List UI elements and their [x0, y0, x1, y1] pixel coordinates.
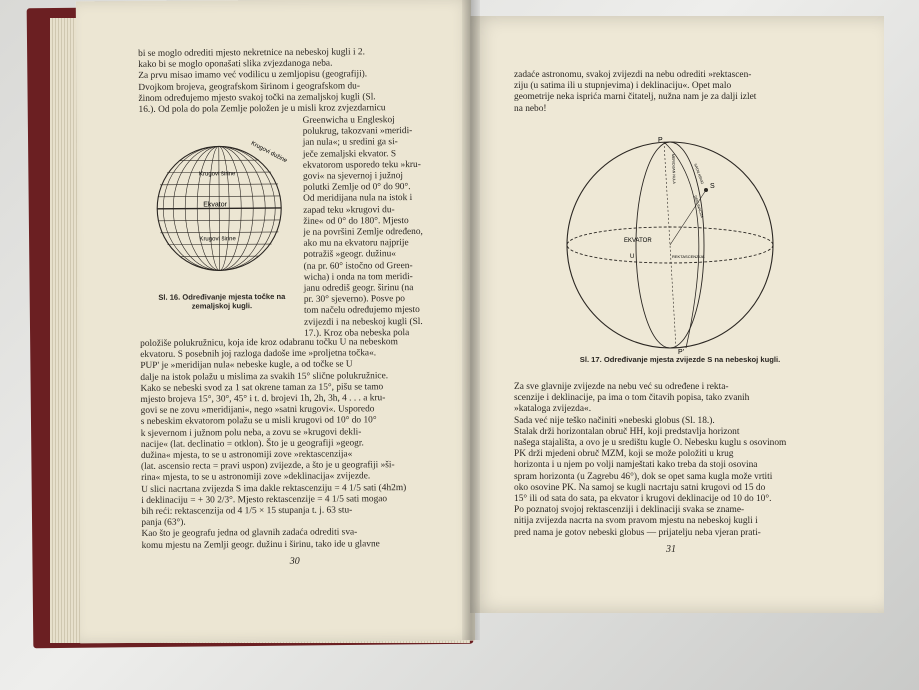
text-line: ekvatoru. S posebnih joj razloga dadoše ime »proljetna točka«. — [140, 348, 377, 361]
text-line: (lat. ascensio recta = pravi uspon) zvijezde, a što je u geografiji »ši- — [140, 460, 395, 473]
text-line: Po poznatoj svojoj rektascenziji i deklinaciji svaka se zname- — [514, 505, 745, 516]
text-line: k sjevernom i južnom polu neba, a zovu se »krugovi dekli- — [140, 427, 362, 439]
text-line: Od meridijana nula na istok i — [303, 193, 413, 205]
text-line: spram horizonta (u Zagrebu 46°), dok se opet sama kugla može vrtiti — [514, 471, 773, 482]
pole-top-label: P — [658, 137, 663, 144]
text-line: Dvojkom brojeva, geografskom širinom i geografskom du- — [138, 81, 360, 93]
page-number: 31 — [666, 544, 676, 555]
left-text-side — [303, 115, 467, 340]
globe-label-north: Krugovi širine — [198, 171, 236, 178]
text-line: Kako se nebeski svod za 1 sat okrene taman za 15°, pišu se tamo — [140, 382, 384, 394]
text-line: Za prvu misao imamo već vodilicu u zemljopisu (geografiji). — [138, 69, 368, 82]
left-text-top — [138, 47, 463, 116]
text-line: potražiš »geogr. dužinu« — [303, 249, 397, 261]
text-line: horizonta i u njem po volji namještati kako treba da stoji osovina — [514, 460, 758, 471]
text-line: zvijezdi i na nebeskoj kugli (Sl. — [303, 316, 423, 328]
figure-16-caption: Sl. 16. Određivanje mjesta točke na zemaljskoj kugli. — [158, 291, 286, 311]
text-line: panja (63°). — [141, 517, 186, 529]
text-line: oko osovine PK. Na samoj se kugli nacrtaju satni krugovi od 15 do — [514, 482, 766, 493]
text-line: zapad teku »krugovi du- — [303, 204, 395, 216]
text-line: PUP' je »meridijan nula« nebeske kugle, a od točke se U — [140, 359, 353, 372]
text-line: položiše polukružnicu, koja ide kroz odabranu točku U na nebeskom — [140, 337, 398, 349]
text-line: ječe zemaljski ekvator. S — [302, 148, 397, 160]
text-line: jan nula«; u sredini ga si- — [302, 137, 398, 149]
hour-circle — [664, 142, 699, 348]
text-line: 16.). Od pola do pola Zemlje položen je u misli kroz zvjezdarnicu — [138, 103, 386, 115]
left-text-bottom — [140, 337, 466, 552]
text-line: Greenwicha u Engleskoj — [302, 115, 395, 126]
celestial-sphere-figure — [560, 134, 780, 356]
text-line: (na pr. 60° istočno od Green- — [303, 260, 413, 272]
text-line: mjesto brojeva 15°, 30°, 45° i t. d. brojevi 1h, 2h, 3h, 4 . . . a kru- — [140, 393, 386, 405]
globe-figure — [147, 130, 296, 289]
text-line: komu mjestu na Zemlji geogr. dužinu i širinu, tako ide u glavne — [141, 538, 380, 551]
text-line: dužina« mjesta, to se u astronomiji zove »rektascenzija« — [140, 449, 353, 461]
text-line: kako bi se moglo oponašati slika zvjezdanoga neba. — [138, 58, 333, 71]
text-line: dalje na istok polažu u mislima za svakih 15° slične polukružnice. — [140, 370, 389, 383]
text-line: PK drži mjedeni obruč MZM, koji se može položiti u krug — [514, 449, 734, 460]
text-line: geometrije neka isprića marni čitatelj, nužna nam je za dalji izlet — [514, 92, 757, 103]
text-line: govi« na sjevernoj i južnoj — [302, 171, 404, 182]
hour-circle-label: SATNI KRUG — [693, 162, 705, 185]
text-line: U slici nacrtana zvijezda S ima dakle rektascenziju = 4 1/5 sati (4h2m) — [141, 482, 407, 495]
text-line: tom načelu određujemo mjesto — [303, 305, 420, 317]
text-line: polutki Zemlje od 0° do 90°. — [303, 182, 411, 194]
text-line: bih reći: rektascenzija od 4 1/5 × 15 stupanja t. j. 63 stu- — [141, 505, 353, 517]
text-line: Stalak drži horizontalan obruč HH, koji predstavlja horizont — [514, 426, 740, 437]
text-line: nacije« (lat. declinatio = otklon). Što je u geografiji »geogr. — [140, 438, 364, 450]
text-line: nitija zvijezda nacrta na svom pravom mjestu na nebeskoj kugli i — [514, 516, 758, 527]
book-gutter — [462, 0, 480, 640]
meridian-label: MERIDIJAN NULA — [671, 153, 677, 184]
globe-label-equator: Ekvator — [203, 201, 227, 209]
star-point — [704, 188, 708, 192]
right-page — [470, 16, 884, 613]
text-line: zadaće astronomu, svakoj zvijezdi na nebu odrediti »rektascen- — [514, 70, 752, 80]
globe-label-top: Krugovi dužine — [249, 140, 288, 165]
text-line: žine« od 0° do 180°. Mjesto — [303, 215, 409, 227]
text-line: wicha) i onda na tom meridi- — [303, 271, 413, 283]
declination-label: DEKLINACIJA — [693, 195, 705, 219]
text-line: bi se moglo odrediti mjesto nekretnice na nebeskoj kugli i 2. — [138, 47, 365, 59]
text-line: »kataloga zvijezda«. — [514, 404, 592, 415]
page-number: 30 — [289, 555, 300, 567]
text-line: govi se ne zovu »meridijani«, nego »satni krugovi«. Usporedo — [140, 404, 375, 417]
text-line: pr. 30° sjeverno). Posve po — [303, 294, 406, 306]
text-line: Sada već nije teško načiniti »nebeski globus (Sl. 18.). — [514, 415, 715, 426]
text-line: i deklinaciju = + 30 2/3°. Mjesto rektascenzije = 4 1/5 sati mogao — [141, 494, 388, 506]
text-line: Kao što je geografu jedna od glavnih zadaća odrediti sva- — [141, 527, 358, 540]
text-line: pred nama je gotov nebeski globus — prijatelju neba vjeran prati- — [514, 527, 761, 538]
globe-label-south: Krugovi širine — [199, 236, 236, 243]
text-line: ako mu na ekvatoru najprije — [303, 238, 409, 250]
text-line: s nebeskim ekvatorom polažu se u misli krugovi od 10° do 10° — [140, 415, 377, 428]
left-page — [76, 0, 475, 643]
text-line: žinom određujemo mjesto svakoj točki na zemaljskoj kugli (Sl. — [138, 92, 376, 104]
text-line: janu odrediš geogr. širinu (na — [303, 283, 414, 294]
text-line: scenzije i deklinacije, pa ima o tom čitavih popisa, tako zvanih — [514, 393, 750, 404]
text-line: je na površini Zemlje određeno, — [303, 227, 423, 238]
star-label: S — [710, 183, 715, 190]
figure-17-caption: Sl. 17. Određivanje mjesta zvijezde S na nebeskoj kugli. — [579, 355, 781, 364]
right-text-top — [514, 70, 854, 115]
rectascension-label: REKTASCENZIJA — [672, 254, 705, 259]
text-line: 17.). Kroz oba nebeska pola — [304, 327, 410, 339]
text-line: 15° ili od sata do sata, pa ekvator i krugovi deklinacije od 10 do 10°. — [514, 494, 772, 505]
spring-point-label: U — [630, 254, 635, 260]
text-line: na nebo! — [514, 103, 547, 114]
text-line: ziju (u satima ili u stupnjevima) i deklinaciju«. Opet malo — [514, 81, 732, 92]
equator-label: EKVATOR — [624, 238, 652, 244]
text-line: Za sve glavnije zvijezde na nebu već su određene i rekta- — [514, 382, 729, 392]
right-text-bottom — [514, 382, 856, 539]
text-line: našega stajališta, a ovo je u središtu kugle O. Nebesku kuglu s osovinom — [514, 438, 787, 449]
text-line: rina« mjesta, to se u astronomiji zove »deklinacija« zvijezde. — [141, 471, 371, 484]
pole-bottom-label: P' — [678, 349, 685, 356]
text-line: polukrug, takozvani »meridi- — [302, 126, 413, 138]
text-line: ekvatorom usporedo teku »kru- — [302, 159, 421, 171]
